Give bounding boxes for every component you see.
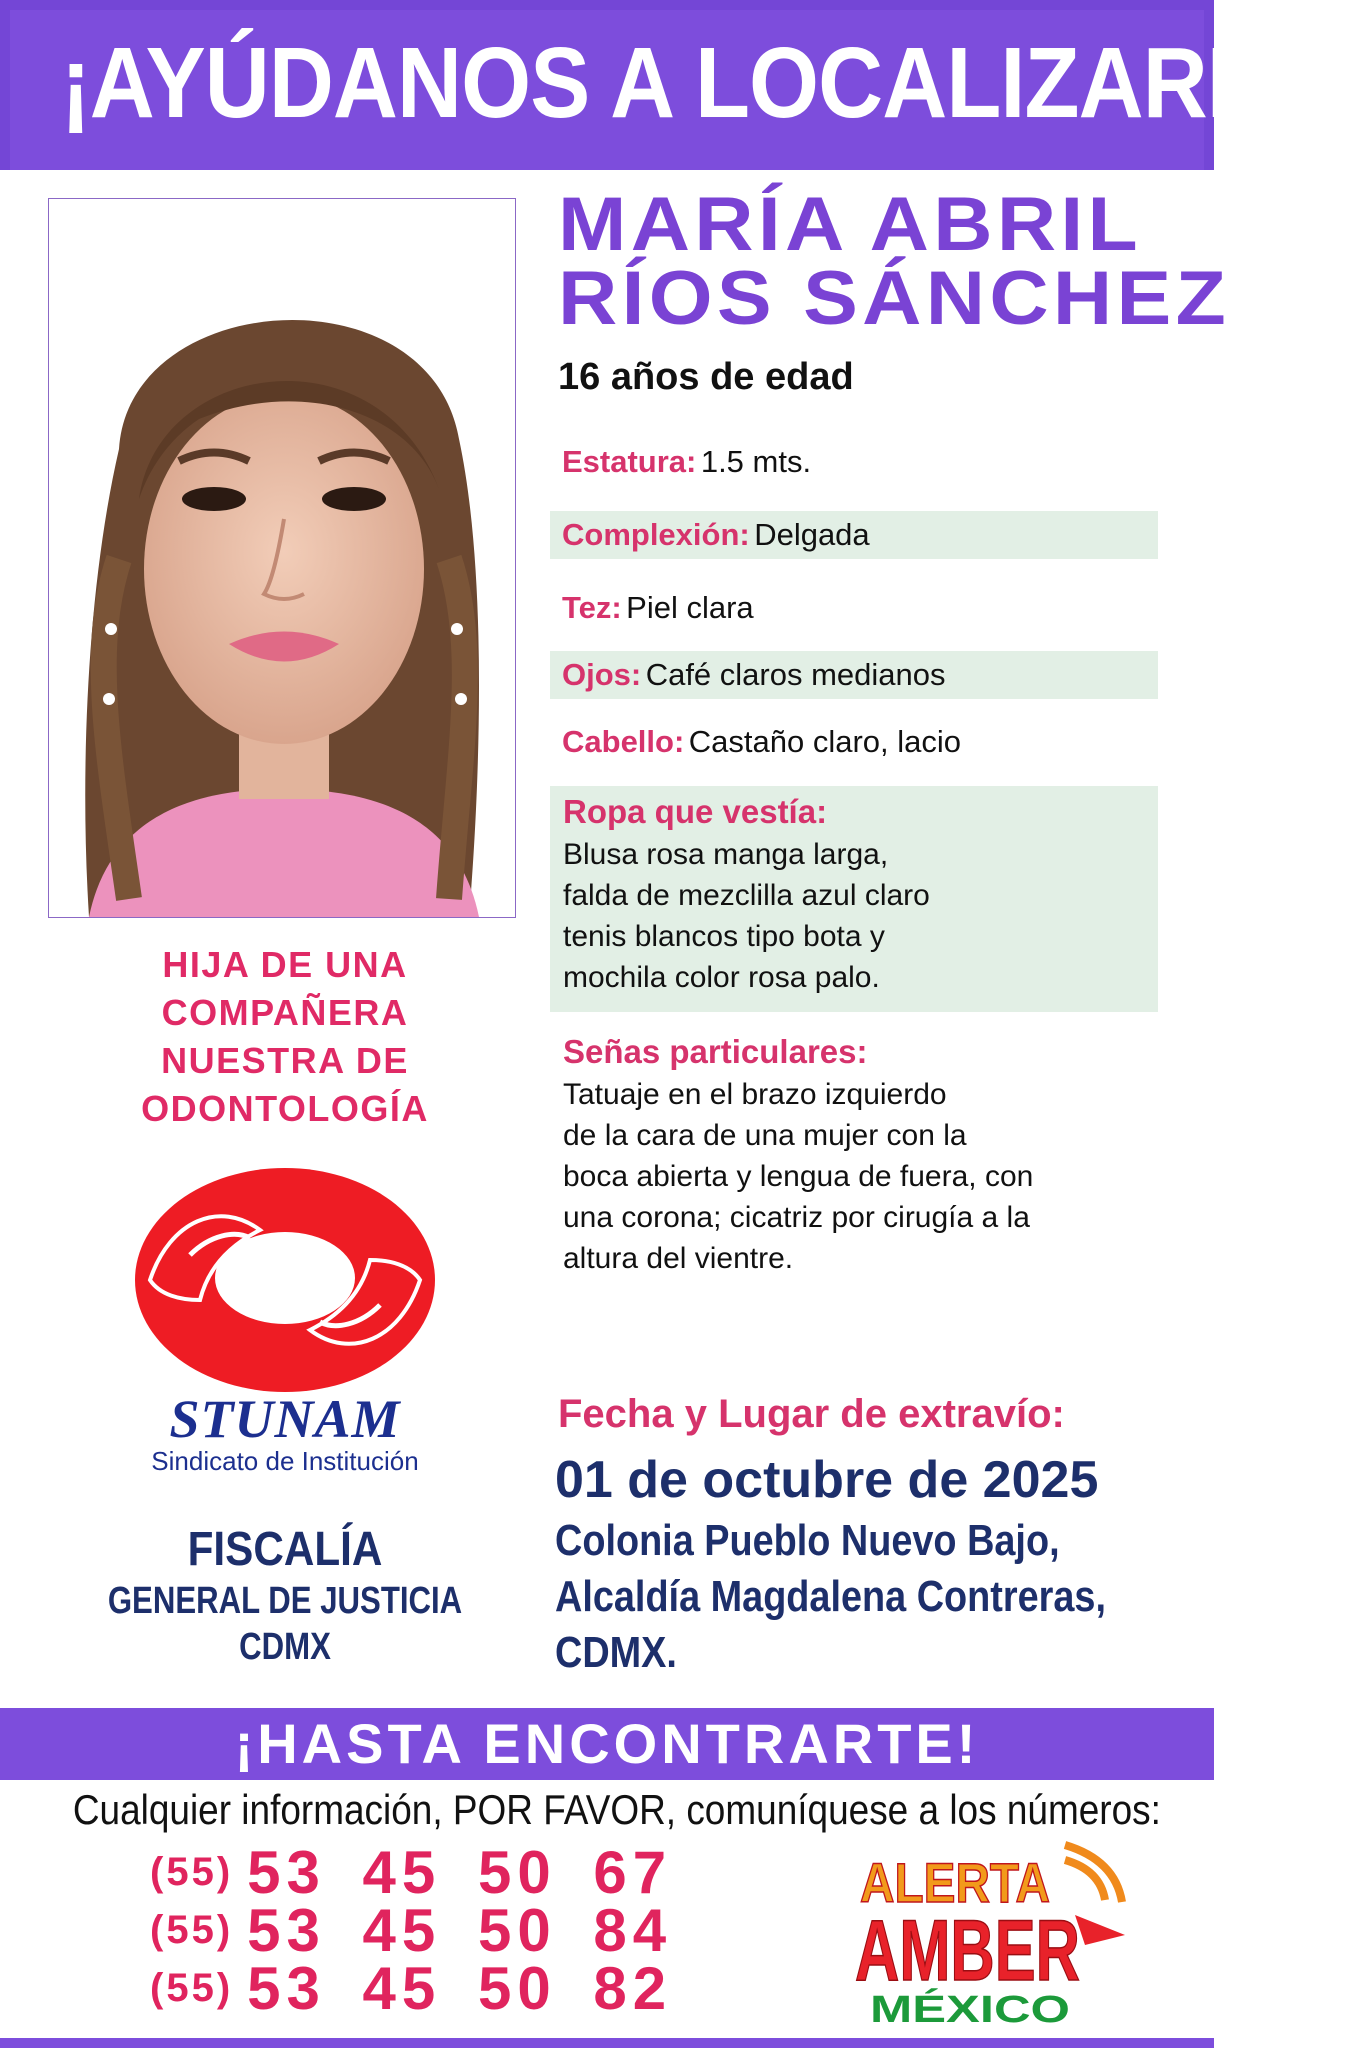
marks-line: una corona; cicatriz por cirugía a la <box>563 1201 1030 1234</box>
phone-area-code: (55) <box>150 1908 234 1952</box>
marks-line: Tatuaje en el brazo izquierdo <box>563 1078 947 1111</box>
phone-area-code: (55) <box>150 1850 234 1894</box>
phone-digits: 53 45 50 67 <box>247 1839 673 1906</box>
union-subtitle: Sindicato de Institución <box>151 1446 419 1476</box>
marks-line: boca abierta y lengua de fuera, con <box>563 1160 1034 1193</box>
detail-value: 1.5 mts. <box>700 444 812 479</box>
clothing-line: Blusa rosa manga larga, <box>563 838 889 871</box>
phone-digits: 53 45 50 84 <box>247 1897 673 1964</box>
phone-area-code: (55) <box>150 1966 234 2010</box>
bottom-banner-text: ¡HASTA ENCONTRARTE! <box>234 1712 980 1775</box>
detail-label: Complexión: <box>562 517 750 552</box>
detail-row-eyes <box>550 651 1158 699</box>
union-name: STUNAM <box>169 1389 401 1449</box>
detail-value: Delgada <box>754 517 870 552</box>
authority-line: GENERAL DE JUSTICIA <box>107 1580 463 1622</box>
clothing-title: Ropa que vestía: <box>563 793 828 830</box>
detail-value: Castaño claro, lacio <box>688 724 961 759</box>
bottom-strip <box>0 2038 1214 2048</box>
detail-label: Cabello: <box>562 724 685 759</box>
detail-row-build <box>550 511 1158 559</box>
portrait-illustration <box>49 199 515 917</box>
marks-title: Señas particulares: <box>563 1033 868 1070</box>
clothing-line: tenis blancos tipo bota y <box>563 920 885 953</box>
clothing-line: falda de mezclilla azul claro <box>563 879 930 912</box>
amber-logo-line3: MÉXICO <box>870 1989 1020 2031</box>
age: 16 años de edad <box>558 356 854 398</box>
marks-line: altura del vientre. <box>563 1242 794 1275</box>
disappearance-title: Fecha y Lugar de extravío: <box>558 1392 1065 1436</box>
place-line: Colonia Pueblo Nuevo Bajo, <box>555 1516 1060 1565</box>
authority-line: CDMX <box>239 1626 331 1668</box>
clothing-line: mochila color rosa palo. <box>563 961 880 994</box>
phone-number <box>150 1954 672 2023</box>
detail-label: Estatura: <box>562 444 697 479</box>
headline: ¡AYÚDANOS A LOCALIZARLA! <box>60 27 1354 139</box>
contact-info: Cualquier información, POR FAVOR, comuníquese a los números: <box>72 1786 1161 1833</box>
place-line: CDMX. <box>555 1628 677 1677</box>
name-line-2: RÍOS SÁNCHEZ <box>558 256 1231 341</box>
detail-label: Tez: <box>562 590 622 625</box>
missing-person-name <box>558 182 1231 341</box>
relation-line: HIJA DE UNA <box>162 944 408 985</box>
detail-value: Café claros medianos <box>645 657 946 692</box>
detail-value: Piel clara <box>626 590 754 625</box>
marks-line: de la cara de una mujer con la <box>563 1119 967 1152</box>
authority-line: FISCALÍA <box>187 1523 383 1576</box>
place-line: Alcaldía Magdalena Contreras, <box>555 1572 1106 1621</box>
amber-logo-line2: AMBER <box>855 1903 1080 1999</box>
relation-line: NUESTRA DE <box>161 1040 409 1081</box>
detail-label: Ojos: <box>562 657 642 692</box>
missing-person-photo <box>48 198 516 918</box>
alerta-amber-logo-icon <box>850 1840 1130 2030</box>
name-line-1: MARÍA ABRIL <box>558 182 1143 267</box>
amber-logo-line1: ALERTA <box>860 1851 1050 1914</box>
detail-row-complexion <box>550 584 1158 632</box>
disappearance-date: 01 de octubre de 2025 <box>555 1451 1099 1509</box>
detail-row-hair <box>550 718 1158 766</box>
phone-digits: 53 45 50 82 <box>247 1955 673 2022</box>
relation-line: COMPAÑERA <box>161 992 409 1033</box>
relation-line: ODONTOLOGÍA <box>141 1088 429 1129</box>
stunam-logo-icon <box>130 1160 440 1400</box>
detail-row-height <box>550 438 1158 486</box>
